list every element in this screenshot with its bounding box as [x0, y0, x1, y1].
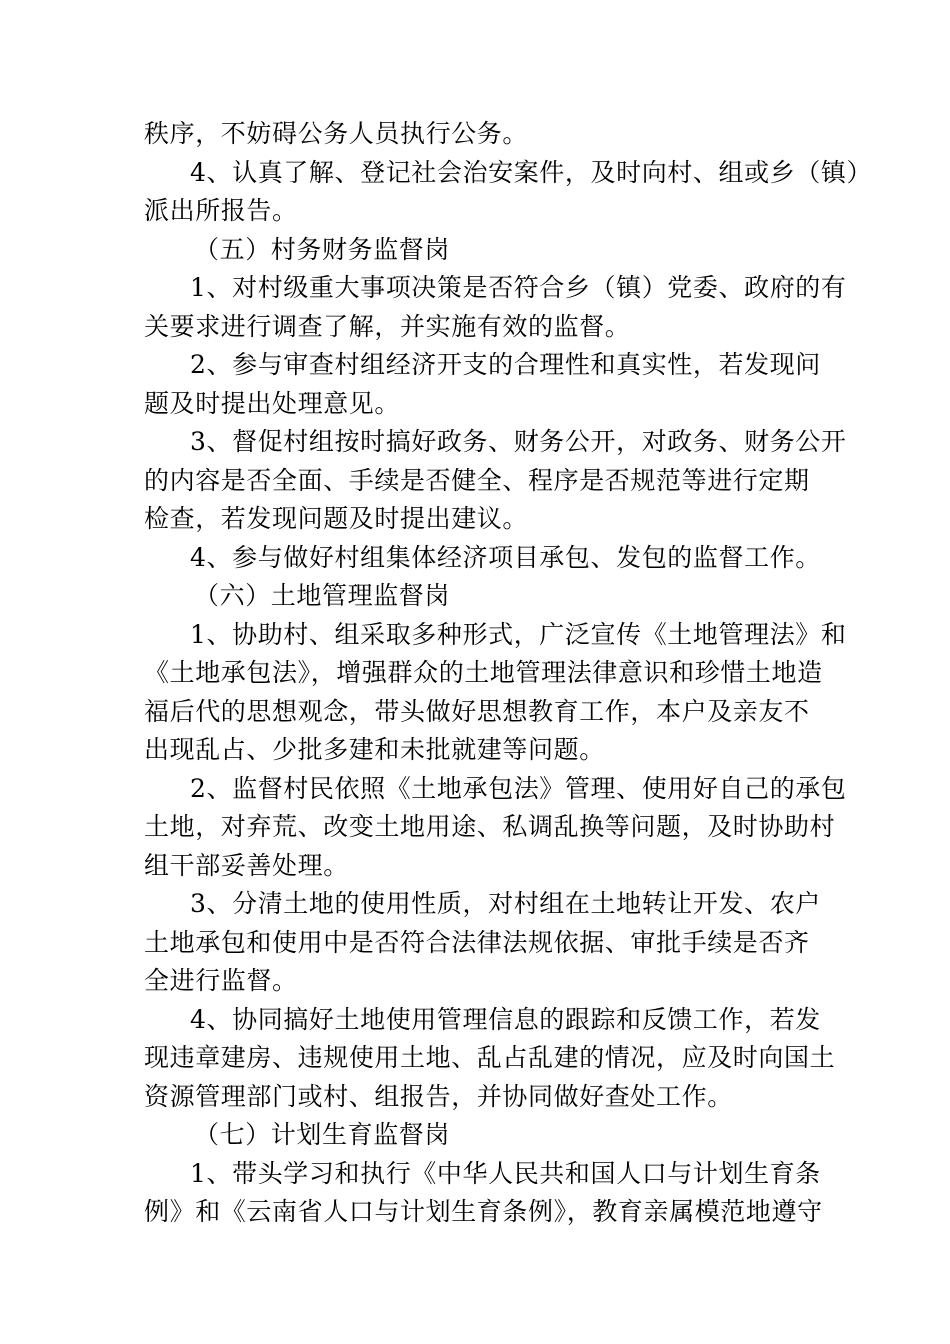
paragraph-line: 秩序，不妨碍公务人员执行公务。 — [144, 119, 529, 148]
paragraph-line: 1、协助村、组采取多种形式，广泛宣传《土地管理法》和 — [190, 619, 847, 649]
document-body — [144, 115, 873, 1232]
paragraph-line: 资源管理部门或村、组报告，并协同做好查处工作。 — [144, 1081, 733, 1111]
paragraph-line: 土地，对弃荒、改变土地用途、私调乱换等问题，及时协助村 — [144, 812, 836, 841]
paragraph-line: 现违章建房、违规使用土地、乱占乱建的情况，应及时向国土 — [144, 1043, 836, 1072]
paragraph-line: 土地承包和使用中是否符合法律法规依据、审批手续是否齐 — [144, 927, 810, 957]
section-heading: （五）村务财务监督岗 — [194, 234, 451, 264]
paragraph-line: 题及时提出处理意见。 — [144, 388, 401, 418]
section-heading: （七）计划生育监督岗 — [194, 1120, 451, 1149]
paragraph-line: 1、对村级重大事项决策是否符合乡（镇）党委、政府的有 — [190, 273, 847, 302]
paragraph-line: 1、带头学习和执行《中华人民共和国人口与计划生育条 — [190, 1158, 821, 1188]
paragraph-line: 2、监督村民依照《土地承包法》管理、使用好自己的承包 — [190, 773, 847, 803]
paragraph-line: 2、参与审查村组经济开支的合理性和真实性，若发现问 — [190, 350, 821, 379]
paragraph-line: 组干部妥善处理。 — [144, 850, 349, 880]
paragraph-line: 例》和《云南省人口与计划生育条例》，教育亲属模范地遵守 — [144, 1197, 823, 1226]
paragraph-line: 出现乱占、少批多建和未批就建等问题。 — [144, 735, 605, 764]
paragraph-line: 全进行监督。 — [144, 966, 298, 995]
paragraph-line: 派出所报告。 — [144, 196, 298, 225]
paragraph-line: 4、参与做好村组集体经济项目承包、发包的监督工作。 — [190, 542, 821, 572]
paragraph-line: 4、认真了解、登记社会治安案件，及时向村、组或乡（镇） — [190, 157, 873, 187]
paragraph-line: 关要求进行调查了解，并实施有效的监督。 — [144, 311, 631, 341]
paragraph-line: 4、协同搞好土地使用管理信息的跟踪和反馈工作，若发 — [190, 1004, 821, 1034]
paragraph-line: 《土地承包法》，增强群众的土地管理法律意识和珍惜土地造 — [144, 658, 823, 687]
paragraph-line: 福后代的思想观念，带头做好思想教育工作，本户及亲友不 — [144, 696, 810, 726]
paragraph-line: 的内容是否全面、手续是否健全、程序是否规范等进行定期 — [144, 465, 810, 495]
section-heading: （六）土地管理监督岗 — [194, 581, 451, 610]
paragraph-line: 3、督促村组按时搞好政务、财务公开，对政务、财务公开 — [190, 427, 847, 456]
paragraph-line: 3、分清土地的使用性质，对村组在土地转让开发、农户 — [190, 889, 821, 918]
paragraph-line: 检查，若发现问题及时提出建议。 — [144, 504, 529, 533]
